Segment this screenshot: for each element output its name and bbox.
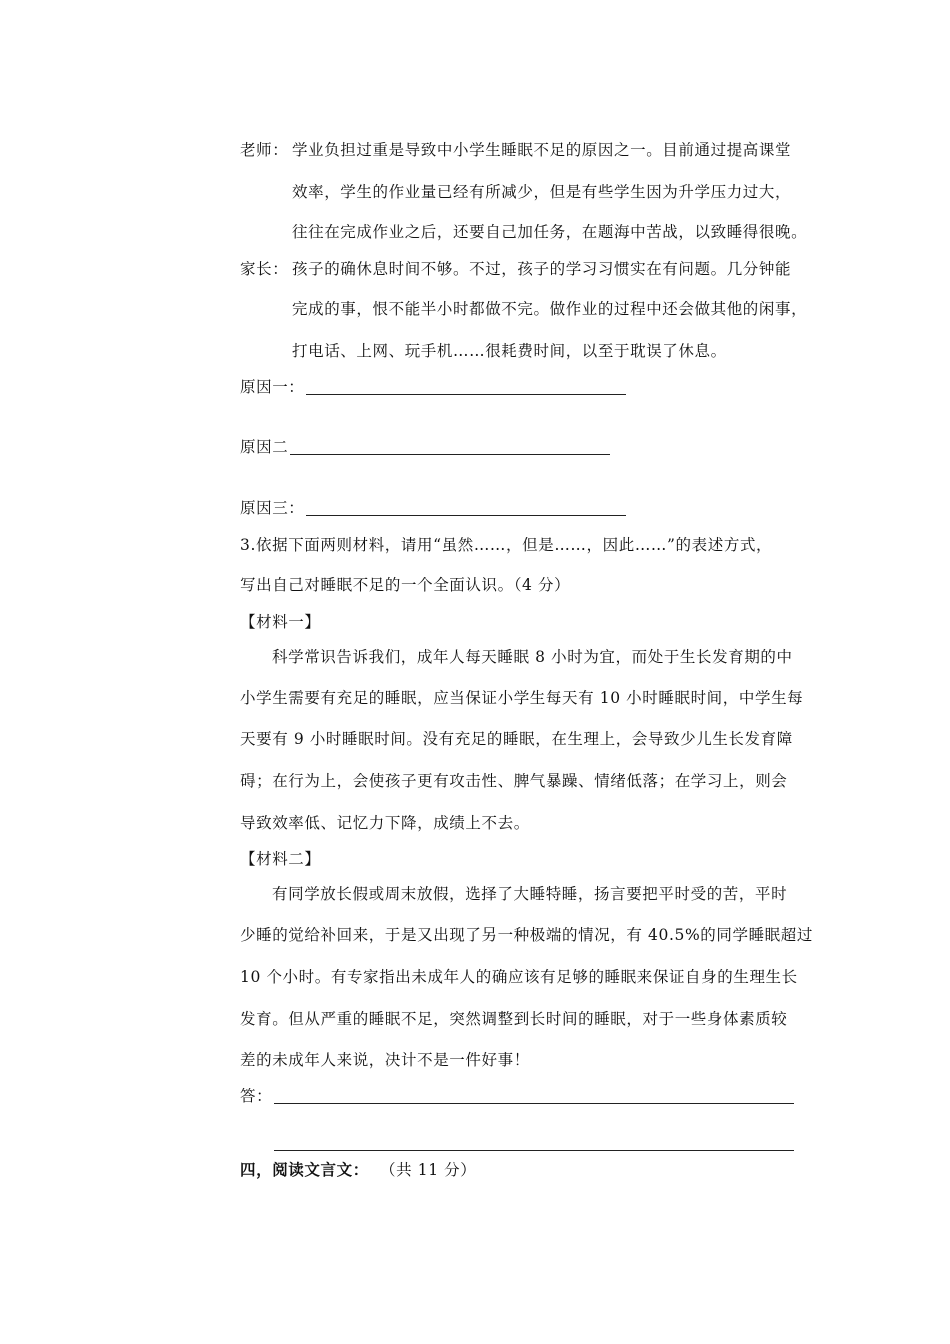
parent-speaker: 家长： [240,260,289,278]
material-2-line-3: 10 个小时。有专家指出未成年人的确应该有足够的睡眠来保证自身的生理生长 [240,968,798,986]
material-1-line-5: 导致效率低、记忆力下降，成绩上不去。 [240,814,530,832]
material-1-line-1: 科学常识告诉我们，成年人每天睡眠 8 小时为宜，而处于生长发育期的中 [272,648,793,666]
teacher-line-1: 学业负担过重是导致中小学生睡眠不足的原因之一。目前通过提高课堂 [292,141,792,159]
reason-3-label: 原因三： [240,499,305,517]
answer-line-2[interactable] [274,1150,794,1151]
reason-1-answer-line[interactable] [306,394,626,395]
material-2-heading: 【材料二】 [240,850,321,868]
question-3-line-2: 写出自己对睡眠不足的一个全面认识。（4 分） [240,576,571,594]
section-4-points: （共 11 分） [380,1161,477,1179]
parent-line-1: 孩子的确休息时间不够。不过，孩子的学习习惯实在有问题。几分钟能 [292,260,792,278]
material-1-line-3: 天要有 9 小时睡眠时间。没有充足的睡眠，在生理上，会导致少儿生长发育障 [240,730,793,748]
section-4-title: 四，阅读文言文： [240,1160,369,1179]
reason-1-label: 原因一： [240,378,305,396]
reason-3-answer-line[interactable] [306,515,626,516]
teacher-line-2: 效率，学生的作业量已经有所减少，但是有些学生因为升学压力过大， [292,183,792,201]
answer-label: 答： [240,1087,273,1105]
material-1-line-4: 碍；在行为上，会使孩子更有攻击性、脾气暴躁、情绪低落；在学习上，则会 [240,772,788,790]
material-2-line-4: 发育。但从严重的睡眠不足，突然调整到长时间的睡眠，对于一些身体素质较 [240,1010,788,1028]
material-1-heading: 【材料一】 [240,613,321,631]
teacher-line-3: 往往在完成作业之后，还要自己加任务，在题海中苦战，以致睡得很晚。 [292,223,808,241]
reason-2-label: 原因二 [240,438,289,456]
material-2-line-2: 少睡的觉给补回来，于是又出现了另一种极端的情况，有 40.5%的同学睡眠超过 [240,926,813,944]
material-2-line-1: 有同学放长假或周末放假，选择了大睡特睡，扬言要把平时受的苦，平时 [272,885,788,903]
parent-line-2: 完成的事，恨不能半小时都做不完。做作业的过程中还会做其他的闲事， [292,300,808,318]
parent-line-3: 打电话、上网、玩手机……很耗费时间，以至于耽误了休息。 [292,342,727,360]
material-2-line-5: 差的未成年人来说，决计不是一件好事！ [240,1051,530,1069]
answer-line-1[interactable] [274,1103,794,1104]
teacher-speaker: 老师： [240,141,289,159]
question-3-line-1: 3.依据下面两则材料，请用“虽然……，但是……，因此……”的表述方式， [240,536,773,554]
reason-2-answer-line[interactable] [290,454,610,455]
material-1-line-2: 小学生需要有充足的睡眠，应当保证小学生每天有 10 小时睡眠时间，中学生每 [240,689,804,707]
